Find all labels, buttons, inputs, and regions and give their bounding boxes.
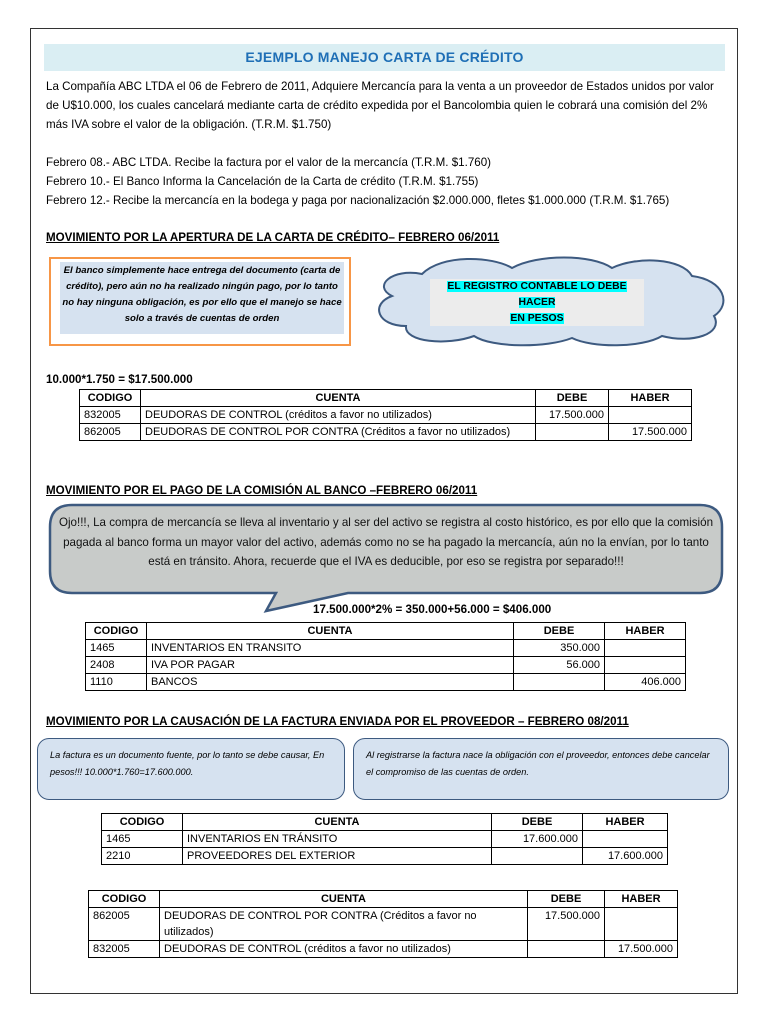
cloud-line: EN PESOS	[510, 313, 564, 324]
table-cell: 17.600.000	[492, 831, 583, 848]
note-bubble-left	[37, 738, 345, 800]
ledger-table	[85, 622, 686, 691]
equation: 17.500.000*2% = 350.000+56.000 = $406.000	[313, 603, 552, 616]
table-cell	[492, 848, 583, 865]
table-cell: PROVEEDORES DEL EXTERIOR	[183, 848, 492, 865]
table-cell: 1465	[86, 640, 147, 657]
table-cell: 17.600.000	[583, 848, 668, 865]
table-cell	[609, 407, 692, 424]
table-cell	[605, 908, 678, 941]
intro-paragraph: La Compañía ABC LTDA el 06 de Febrero de 2011, Adquiere Mercancía para la venta a un proveedor de Estados unidos por valor de U$10.000, los cuales cancelará mediante carta de crédito expedida por el Bancolombia quien le cobrará una comisión del 2% más IVA sobre el valor de la obligación. (T.R.M. $1.750)	[46, 80, 714, 131]
ledger-table	[88, 890, 678, 958]
column-header: HABER	[605, 891, 678, 908]
table-header-row	[89, 891, 678, 908]
section-heading: MOVIMIENTO POR LA CAUSACIÓN DE LA FACTURA ENVIADA POR EL PROVEEDOR – FEBRERO 08/2011	[46, 715, 629, 728]
note-text: El banco simplemente hace entrega del documento (carta de crédito), pero aún no ha realizado ningún pago, por lo tanto no hay ninguna obligación, es por ello que el manejo se hace solo a través de cuentas de orden	[62, 265, 342, 324]
table-cell: 832005	[89, 941, 160, 958]
table-cell: 406.000	[605, 674, 686, 691]
event-line: Febrero 08.- ABC LTDA. Recibe la factura por el valor de la mercancía (T.R.M. $1.760)	[46, 156, 492, 169]
column-header: DEBE	[528, 891, 605, 908]
column-header: CODIGO	[89, 891, 160, 908]
column-header: CUENTA	[160, 891, 528, 908]
table-cell: 832005	[80, 407, 141, 424]
ledger-table	[101, 813, 668, 865]
table-cell: 17.500.000	[528, 908, 605, 941]
table-cell: 17.500.000	[605, 941, 678, 958]
table-cell: 17.500.000	[536, 407, 609, 424]
table-row	[89, 908, 678, 941]
title-band	[44, 44, 725, 71]
event-line: Febrero 10.- El Banco Informa la Cancelación de la Carta de crédito (T.R.M. $1.755)	[46, 175, 479, 188]
cloud-line: EL REGISTRO CONTABLE LO DEBE HACER	[447, 281, 627, 308]
note-text: Al registrarse la factura nace la obligación con el proveedor, entonces debe cancelar el compromiso de las cuentas de orden.	[366, 750, 710, 777]
table-row	[102, 848, 668, 865]
table-header-row	[102, 814, 668, 831]
table-cell: 862005	[89, 908, 160, 941]
table-row	[89, 941, 678, 958]
table-header-row	[86, 623, 686, 640]
table-cell: 2210	[102, 848, 183, 865]
table-row	[80, 407, 692, 424]
table-cell	[605, 640, 686, 657]
column-header: CODIGO	[80, 390, 141, 407]
table-cell	[536, 424, 609, 441]
table-cell: 17.500.000	[609, 424, 692, 441]
cloud-text	[430, 279, 644, 326]
section-heading: MOVIMIENTO POR LA APERTURA DE LA CARTA DE CRÉDITO– FEBRERO 06/2011	[46, 231, 500, 244]
page-title: EJEMPLO MANEJO CARTA DE CRÉDITO	[245, 49, 524, 65]
column-header: CUENTA	[141, 390, 536, 407]
note-bubble-right	[353, 738, 729, 800]
table-cell: DEUDORAS DE CONTROL (créditos a favor no utilizados)	[141, 407, 536, 424]
column-header: HABER	[609, 390, 692, 407]
table-row	[80, 424, 692, 441]
column-header: HABER	[605, 623, 686, 640]
note-text: La factura es un documento fuente, por lo tanto se debe causar, En pesos!!! 10.000*1.760=17.600.000.	[50, 750, 325, 777]
column-header: CUENTA	[183, 814, 492, 831]
column-header: DEBE	[492, 814, 583, 831]
equation: 10.000*1.750 = $17.500.000	[46, 373, 193, 386]
callout-text: Ojo!!!, La compra de mercancía se lleva al inventario y al ser del activo se registra al costo histórico, es por ello que la comisión pagada al banco forma un mayor valor del activo, además como no se ha pagado la mercancía, aún no la envían, por lo tanto está en tránsito. Ahora, recuerde que el IVA es deducible, por eso se registra por separado!!!	[58, 516, 714, 568]
column-header: CODIGO	[86, 623, 147, 640]
table-cell: INVENTARIOS EN TRÁNSITO	[183, 831, 492, 848]
table-cell: 2408	[86, 657, 147, 674]
column-header: CUENTA	[147, 623, 514, 640]
table-cell: 350.000	[514, 640, 605, 657]
table-cell: 862005	[80, 424, 141, 441]
column-header: HABER	[583, 814, 668, 831]
event-line: Febrero 12.- Recibe la mercancía en la bodega y paga por nacionalización $2.000.000, fletes $1.000.000 (T.R.M. $1.765)	[46, 194, 670, 207]
column-header: CODIGO	[102, 814, 183, 831]
table-cell: DEUDORAS DE CONTROL (créditos a favor no utilizados)	[160, 941, 528, 958]
table-cell: DEUDORAS DE CONTROL POR CONTRA (Créditos a favor no utilizados)	[141, 424, 536, 441]
table-cell: BANCOS	[147, 674, 514, 691]
table-row	[86, 657, 686, 674]
table-row	[102, 831, 668, 848]
column-header: DEBE	[514, 623, 605, 640]
column-header: DEBE	[536, 390, 609, 407]
table-row	[86, 674, 686, 691]
table-cell: DEUDORAS DE CONTROL POR CONTRA (Créditos a favor no utilizados)	[160, 908, 528, 941]
table-cell: INVENTARIOS EN TRANSITO	[147, 640, 514, 657]
section-heading: MOVIMIENTO POR EL PAGO DE LA COMISIÓN AL BANCO –FEBRERO 06/2011	[46, 484, 478, 497]
table-cell: 56.000	[514, 657, 605, 674]
table-cell	[583, 831, 668, 848]
table-cell	[528, 941, 605, 958]
table-cell	[514, 674, 605, 691]
table-cell: IVA POR PAGAR	[147, 657, 514, 674]
table-row	[86, 640, 686, 657]
table-cell: 1465	[102, 831, 183, 848]
table-cell: 1110	[86, 674, 147, 691]
table-cell	[605, 657, 686, 674]
table-header-row	[80, 390, 692, 407]
ledger-table	[79, 389, 692, 441]
